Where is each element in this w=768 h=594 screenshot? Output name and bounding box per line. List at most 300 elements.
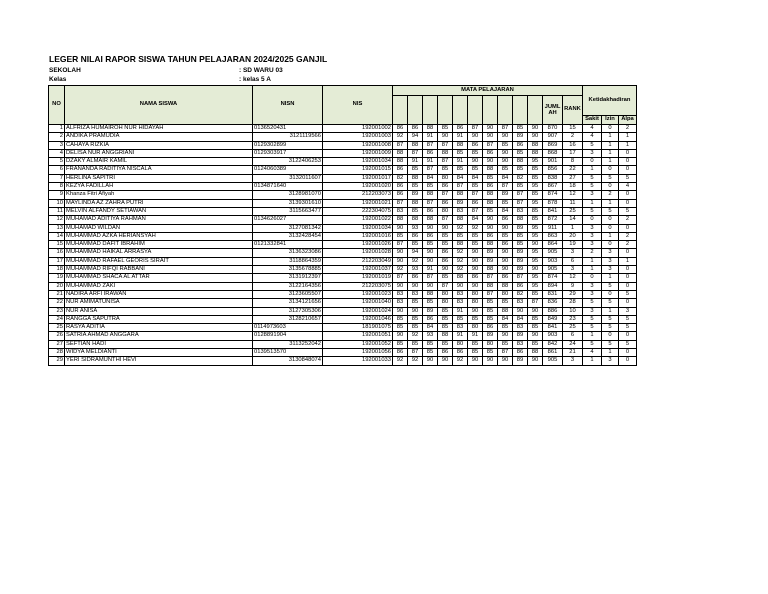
cell-rank: 9 — [563, 282, 583, 290]
cell-score: 93 — [408, 266, 423, 274]
cell-score: 90 — [528, 357, 543, 365]
cell-score: 90 — [483, 357, 498, 365]
cell-nisn: 3130848074 — [253, 357, 323, 365]
cell-score: 88 — [438, 149, 453, 157]
cell-nis: 181901075 — [323, 324, 393, 332]
table-row — [49, 340, 637, 348]
cell-nisn: 3136323086 — [253, 249, 323, 257]
cell-score: 85 — [393, 232, 408, 240]
cell-score: 85 — [528, 174, 543, 182]
cell-nis: 192001002 — [323, 125, 393, 133]
cell-score: 85 — [483, 299, 498, 307]
cell-score: 86 — [513, 349, 528, 357]
cell-score: 86 — [483, 324, 498, 332]
cell-rank: 19 — [563, 241, 583, 249]
cell-nisn: 3118864359 — [253, 257, 323, 265]
cell-name: NUR AMIMATUNISA — [65, 299, 253, 307]
cell-score: 83 — [393, 290, 408, 298]
cell-score: 85 — [528, 324, 543, 332]
table-row — [49, 241, 637, 249]
cell-nisn: 3121119566 — [253, 133, 323, 141]
cell-nis: 192001009 — [323, 149, 393, 157]
cell-score: 88 — [438, 332, 453, 340]
cell-total: 861 — [543, 349, 563, 357]
cell-sick: 5 — [583, 299, 602, 307]
cell-no: 15 — [49, 241, 65, 249]
cell-score: 91 — [423, 266, 438, 274]
cell-total: 886 — [543, 307, 563, 315]
cell-name: NADIRA ARFI IRAWAN — [65, 290, 253, 298]
cell-score: 91 — [408, 158, 423, 166]
cell-total: 868 — [543, 149, 563, 157]
cell-score: 92 — [408, 332, 423, 340]
cell-rank: 12 — [563, 274, 583, 282]
header-subject-7 — [483, 96, 498, 125]
cell-no: 22 — [49, 299, 65, 307]
cell-no: 9 — [49, 191, 65, 199]
cell-score: 88 — [483, 166, 498, 174]
cell-score: 90 — [408, 282, 423, 290]
cell-score: 85 — [423, 340, 438, 348]
cell-score: 90 — [408, 307, 423, 315]
cell-score: 86 — [408, 125, 423, 133]
cell-score: 85 — [408, 324, 423, 332]
cell-name: CAHAYA RIZKIA — [65, 141, 253, 149]
cell-alpha: 3 — [619, 307, 637, 315]
cell-score: 90 — [513, 307, 528, 315]
header-total-line1: JUML — [544, 103, 561, 110]
cell-score: 95 — [528, 282, 543, 290]
cell-score: 90 — [468, 266, 483, 274]
cell-rank: 21 — [563, 349, 583, 357]
cell-score: 91 — [453, 332, 468, 340]
class-value: : kelas 5 A — [239, 76, 271, 83]
cell-nisn: 3122164356 — [253, 282, 323, 290]
cell-permit: 5 — [602, 282, 619, 290]
cell-score: 86 — [498, 241, 513, 249]
cell-alpha: 0 — [619, 158, 637, 166]
class-row — [49, 76, 271, 83]
table-row — [49, 290, 637, 298]
header-subjects: MATA PELAJARAN — [393, 86, 583, 96]
cell-total: 878 — [543, 199, 563, 207]
cell-score: 88 — [513, 216, 528, 224]
cell-name: MUHAMAD ADITIYA RAHMAN — [65, 216, 253, 224]
cell-score: 90 — [393, 307, 408, 315]
cell-score: 86 — [483, 232, 498, 240]
cell-score: 85 — [453, 315, 468, 323]
school-label: SEKOLAH — [49, 67, 81, 74]
cell-score: 90 — [528, 241, 543, 249]
cell-rank: 12 — [563, 191, 583, 199]
cell-rank: 17 — [563, 149, 583, 157]
cell-total: 901 — [543, 158, 563, 166]
cell-sick: 0 — [583, 158, 602, 166]
cell-total: 838 — [543, 174, 563, 182]
cell-score: 85 — [453, 232, 468, 240]
cell-score: 80 — [438, 174, 453, 182]
cell-total: 836 — [543, 299, 563, 307]
cell-score: 87 — [468, 191, 483, 199]
cell-sick: 1 — [583, 357, 602, 365]
cell-permit: 5 — [602, 340, 619, 348]
cell-score: 85 — [528, 340, 543, 348]
cell-alpha: 0 — [619, 224, 637, 232]
cell-score: 83 — [393, 299, 408, 307]
cell-score: 86 — [438, 249, 453, 257]
cell-score: 86 — [423, 232, 438, 240]
cell-score: 85 — [513, 241, 528, 249]
cell-score: 90 — [423, 282, 438, 290]
header-absence: Ketidakhadiran — [583, 86, 637, 116]
cell-rank: 29 — [563, 290, 583, 298]
cell-score: 90 — [498, 266, 513, 274]
table-row — [49, 274, 637, 282]
cell-name: MUHAMMAD SHACA AL ATTAR — [65, 274, 253, 282]
school-row — [49, 67, 283, 74]
cell-permit: 1 — [602, 149, 619, 157]
cell-name: WIDYA MELDIANTI — [65, 349, 253, 357]
cell-score: 87 — [393, 241, 408, 249]
cell-score: 87 — [513, 274, 528, 282]
cell-score: 84 — [498, 207, 513, 215]
cell-score: 85 — [438, 315, 453, 323]
header-subject-6 — [468, 96, 483, 125]
cell-score: 88 — [483, 241, 498, 249]
cell-score: 95 — [528, 232, 543, 240]
cell-score: 86 — [498, 216, 513, 224]
cell-score: 80 — [498, 290, 513, 298]
cell-nis: 192001023 — [323, 290, 393, 298]
cell-score: 95 — [528, 274, 543, 282]
cell-alpha: 0 — [619, 282, 637, 290]
cell-name: MUHAMMAD RAFAEL GEORIS SIRAIT — [65, 257, 253, 265]
cell-score: 85 — [468, 149, 483, 157]
grade-ledger-table — [48, 85, 637, 366]
table-row — [49, 224, 637, 232]
cell-nis: 192001040 — [323, 299, 393, 307]
cell-score: 88 — [498, 307, 513, 315]
cell-sick: 4 — [583, 125, 602, 133]
cell-score: 85 — [438, 274, 453, 282]
cell-no: 29 — [49, 357, 65, 365]
cell-nis: 192001056 — [323, 349, 393, 357]
cell-score: 87 — [438, 141, 453, 149]
cell-alpha: 5 — [619, 290, 637, 298]
cell-score: 90 — [528, 307, 543, 315]
cell-score: 87 — [528, 299, 543, 307]
cell-sick: 1 — [583, 257, 602, 265]
table-row — [49, 183, 637, 191]
cell-score: 95 — [528, 183, 543, 191]
cell-sick: 3 — [583, 290, 602, 298]
cell-alpha: 0 — [619, 274, 637, 282]
cell-score: 84 — [498, 174, 513, 182]
cell-alpha: 0 — [619, 149, 637, 157]
cell-nis: 192001033 — [323, 357, 393, 365]
cell-score: 92 — [453, 224, 468, 232]
cell-score: 85 — [423, 349, 438, 357]
cell-score: 87 — [483, 290, 498, 298]
cell-score: 88 — [528, 349, 543, 357]
cell-score: 85 — [393, 324, 408, 332]
cell-score: 90 — [423, 357, 438, 365]
cell-total: 905 — [543, 249, 563, 257]
table-row — [49, 249, 637, 257]
cell-permit: 1 — [602, 274, 619, 282]
cell-sick: 5 — [583, 207, 602, 215]
cell-score: 83 — [453, 324, 468, 332]
cell-score: 83 — [393, 207, 408, 215]
table-row — [49, 357, 637, 365]
cell-score: 88 — [498, 282, 513, 290]
cell-rank: 28 — [563, 299, 583, 307]
cell-score: 87 — [453, 183, 468, 191]
cell-nis: 192001051 — [323, 332, 393, 340]
cell-score: 88 — [453, 274, 468, 282]
cell-score: 87 — [423, 199, 438, 207]
cell-score: 90 — [438, 133, 453, 141]
cell-score: 80 — [468, 299, 483, 307]
cell-name: MUHAMMAD HAIKAL ARRASYA — [65, 249, 253, 257]
cell-score: 95 — [528, 249, 543, 257]
cell-score: 86 — [408, 232, 423, 240]
cell-alpha: 0 — [619, 332, 637, 340]
cell-no: 6 — [49, 166, 65, 174]
cell-score: 82 — [513, 290, 528, 298]
cell-score: 86 — [453, 349, 468, 357]
cell-score: 90 — [498, 158, 513, 166]
cell-score: 85 — [438, 125, 453, 133]
cell-alpha: 4 — [619, 183, 637, 191]
cell-nis: 192001015 — [323, 166, 393, 174]
cell-permit: 0 — [602, 166, 619, 174]
cell-score: 83 — [453, 290, 468, 298]
cell-name: SATRIA AHMAD ANGGARA — [65, 332, 253, 340]
table-row — [49, 257, 637, 265]
cell-alpha: 5 — [619, 315, 637, 323]
cell-nisn: 3122406253 — [253, 158, 323, 166]
cell-score: 91 — [453, 133, 468, 141]
cell-total: 905 — [543, 357, 563, 365]
cell-score: 90 — [483, 133, 498, 141]
cell-score: 87 — [438, 191, 453, 199]
cell-score: 90 — [423, 224, 438, 232]
cell-sick: 3 — [583, 149, 602, 157]
table-row — [49, 216, 637, 224]
table-row — [49, 332, 637, 340]
cell-rank: 3 — [563, 266, 583, 274]
cell-score: 85 — [408, 241, 423, 249]
cell-score: 85 — [513, 149, 528, 157]
cell-score: 85 — [498, 340, 513, 348]
cell-score: 86 — [408, 274, 423, 282]
cell-score: 85 — [483, 315, 498, 323]
cell-nisn: 0139513570 — [253, 349, 323, 357]
cell-score: 86 — [393, 166, 408, 174]
cell-name: HERLINA SAPITRI — [65, 174, 253, 182]
cell-rank: 15 — [563, 125, 583, 133]
cell-score: 90 — [528, 332, 543, 340]
cell-no: 14 — [49, 232, 65, 240]
cell-name: MUHAMMAD ZAKI — [65, 282, 253, 290]
cell-sick: 3 — [583, 191, 602, 199]
header-subject-3 — [423, 96, 438, 125]
cell-total: 874 — [543, 274, 563, 282]
cell-nis: 192001008 — [323, 141, 393, 149]
cell-score: 88 — [483, 282, 498, 290]
cell-score: 85 — [468, 232, 483, 240]
cell-score: 88 — [408, 199, 423, 207]
cell-rank: 14 — [563, 216, 583, 224]
cell-score: 89 — [483, 249, 498, 257]
cell-permit: 5 — [602, 315, 619, 323]
cell-sick: 1 — [583, 266, 602, 274]
cell-rank: 3 — [563, 249, 583, 257]
cell-nis: 222304075 — [323, 207, 393, 215]
cell-score: 80 — [453, 340, 468, 348]
cell-name: DELISA NUR ANGGRIANI — [65, 149, 253, 157]
cell-score: 85 — [438, 232, 453, 240]
cell-no: 13 — [49, 224, 65, 232]
cell-score: 89 — [513, 249, 528, 257]
cell-score: 87 — [408, 349, 423, 357]
cell-score: 90 — [468, 249, 483, 257]
cell-permit: 0 — [602, 290, 619, 298]
cell-score: 90 — [393, 282, 408, 290]
cell-score: 87 — [483, 141, 498, 149]
cell-score: 85 — [513, 125, 528, 133]
cell-total: 842 — [543, 340, 563, 348]
cell-score: 90 — [393, 332, 408, 340]
cell-score: 90 — [483, 224, 498, 232]
cell-score: 89 — [483, 332, 498, 340]
cell-permit: 0 — [602, 183, 619, 191]
cell-score: 85 — [498, 324, 513, 332]
cell-rank: 18 — [563, 183, 583, 191]
cell-permit: 3 — [602, 266, 619, 274]
cell-alpha: 0 — [619, 299, 637, 307]
cell-score: 88 — [483, 191, 498, 199]
cell-rank: 20 — [563, 232, 583, 240]
cell-score: 85 — [483, 307, 498, 315]
cell-score: 88 — [453, 216, 468, 224]
cell-score: 86 — [468, 199, 483, 207]
cell-score: 90 — [498, 357, 513, 365]
cell-total: 841 — [543, 324, 563, 332]
cell-sick: 5 — [583, 174, 602, 182]
cell-score: 87 — [513, 191, 528, 199]
cell-score: 90 — [483, 158, 498, 166]
cell-score: 87 — [468, 125, 483, 133]
cell-score: 84 — [513, 315, 528, 323]
cell-nisn: 3131912397 — [253, 274, 323, 282]
table-body — [49, 125, 637, 366]
table-row — [49, 282, 637, 290]
cell-alpha: 0 — [619, 199, 637, 207]
cell-nisn: 3113252042 — [253, 340, 323, 348]
cell-rank: 22 — [563, 166, 583, 174]
cell-no: 21 — [49, 290, 65, 298]
cell-nisn: 0114973603 — [253, 324, 323, 332]
cell-total: 849 — [543, 315, 563, 323]
cell-score: 87 — [423, 166, 438, 174]
cell-score: 87 — [393, 274, 408, 282]
cell-rank: 23 — [563, 315, 583, 323]
cell-score: 86 — [438, 183, 453, 191]
cell-rank: 16 — [563, 141, 583, 149]
table-row — [49, 349, 637, 357]
cell-score: 87 — [423, 274, 438, 282]
cell-score: 91 — [453, 307, 468, 315]
cell-score: 90 — [498, 249, 513, 257]
cell-total: 870 — [543, 125, 563, 133]
cell-total: 869 — [543, 141, 563, 149]
cell-score: 85 — [483, 174, 498, 182]
cell-no: 8 — [49, 183, 65, 191]
cell-score: 88 — [408, 174, 423, 182]
cell-score: 80 — [438, 207, 453, 215]
cell-name: YERI SIDRAMUNTHI HEVI — [65, 357, 253, 365]
cell-score: 83 — [513, 207, 528, 215]
table-row — [49, 299, 637, 307]
cell-score: 89 — [483, 257, 498, 265]
cell-score: 85 — [498, 232, 513, 240]
cell-alpha: 5 — [619, 324, 637, 332]
header-subject-5 — [453, 96, 468, 125]
cell-nisn: 3132011607 — [253, 174, 323, 182]
cell-rank: 24 — [563, 340, 583, 348]
cell-score: 95 — [528, 257, 543, 265]
cell-permit: 3 — [602, 257, 619, 265]
header-subject-2 — [408, 96, 423, 125]
cell-sick: 3 — [583, 224, 602, 232]
cell-score: 90 — [498, 332, 513, 340]
cell-score: 95 — [528, 224, 543, 232]
cell-nisn: 3128981070 — [253, 191, 323, 199]
cell-total: 903 — [543, 332, 563, 340]
cell-score: 85 — [468, 340, 483, 348]
cell-permit: 5 — [602, 174, 619, 182]
cell-no: 24 — [49, 315, 65, 323]
table-row — [49, 266, 637, 274]
cell-score: 85 — [438, 166, 453, 174]
cell-score: 85 — [393, 340, 408, 348]
cell-nisn: 3127081342 — [253, 224, 323, 232]
cell-nis: 192001026 — [323, 241, 393, 249]
cell-score: 92 — [453, 249, 468, 257]
cell-score: 85 — [498, 141, 513, 149]
cell-score: 88 — [408, 216, 423, 224]
cell-alpha: 2 — [619, 232, 637, 240]
cell-score: 94 — [408, 133, 423, 141]
cell-name: MAYLINDA AZ ZAHRA PUTRI — [65, 199, 253, 207]
cell-score: 91 — [453, 158, 468, 166]
cell-no: 12 — [49, 216, 65, 224]
cell-score: 87 — [438, 216, 453, 224]
cell-score: 86 — [393, 183, 408, 191]
header-permit: Izin — [602, 116, 619, 125]
cell-score: 85 — [468, 166, 483, 174]
cell-score: 86 — [393, 191, 408, 199]
cell-total: 841 — [543, 207, 563, 215]
cell-nis: 192001046 — [323, 315, 393, 323]
cell-score: 90 — [393, 249, 408, 257]
cell-nis: 192001016 — [323, 232, 393, 240]
cell-nisn: 3127305306 — [253, 307, 323, 315]
cell-no: 20 — [49, 282, 65, 290]
cell-score: 86 — [393, 349, 408, 357]
